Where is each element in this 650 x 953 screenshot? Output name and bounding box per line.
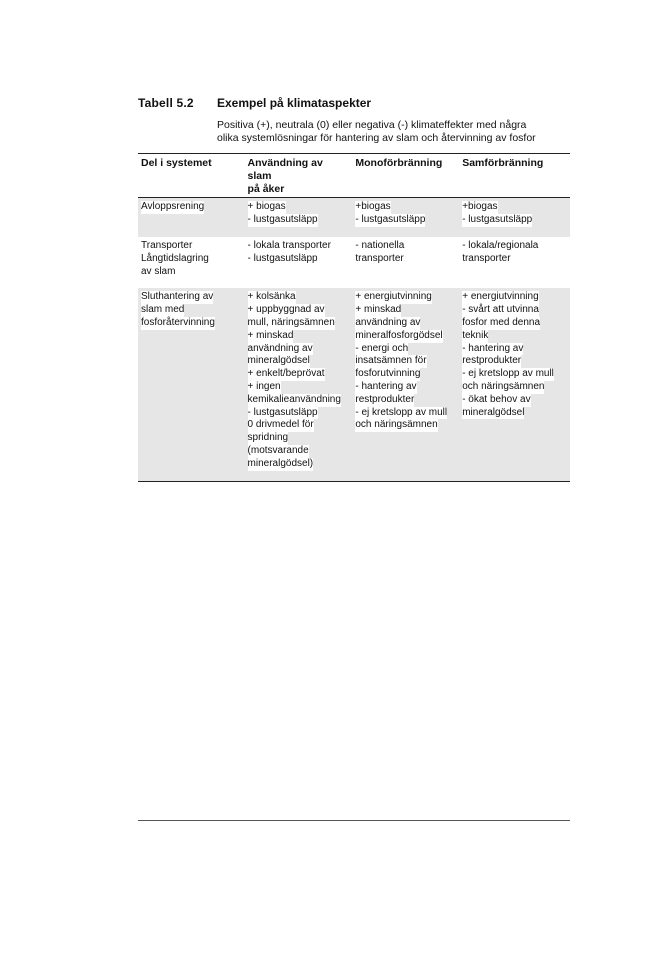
cell-text: restprodukter bbox=[462, 355, 522, 367]
cell-spacer bbox=[141, 214, 242, 222]
table-cell bbox=[459, 288, 570, 481]
cell-text: - lokala transporter bbox=[247, 239, 331, 251]
cell-text: Transporter bbox=[141, 239, 193, 251]
header-text: Samförbränning bbox=[462, 157, 544, 169]
cell-text: mineralfosforgödsel bbox=[355, 329, 443, 341]
cell-text: mull, näringsämnen bbox=[247, 316, 335, 328]
cell-text: fosforutvinning bbox=[355, 368, 421, 380]
cell-text: teknik bbox=[462, 329, 489, 341]
cell-text: - lustgasutsläpp bbox=[247, 406, 318, 418]
header-text: Del i systemet bbox=[141, 157, 212, 169]
cell-text: +biogas bbox=[462, 201, 498, 213]
cell-text: + energiutvinning bbox=[462, 291, 539, 303]
cell-text: fosforåtervinning bbox=[141, 316, 215, 328]
table-cell bbox=[459, 198, 570, 237]
table-cell bbox=[138, 237, 245, 288]
cell-text: av slam bbox=[141, 265, 176, 277]
cell-text: Långtidslagring bbox=[141, 252, 209, 264]
cell-text: 0 drivmedel för bbox=[247, 419, 314, 431]
header-mono-incineration bbox=[352, 154, 459, 198]
table-cell bbox=[245, 198, 353, 237]
header-text bbox=[248, 157, 350, 195]
table-cell bbox=[352, 198, 459, 237]
cell-text: kemikalieanvändning bbox=[247, 393, 341, 405]
table-cell bbox=[138, 288, 245, 481]
cell-spacer bbox=[141, 278, 242, 286]
table-cell bbox=[245, 237, 353, 288]
cell-text: + ingen bbox=[247, 380, 281, 392]
cell-text: insatsämnen för bbox=[355, 355, 427, 367]
cell-text: användning av bbox=[247, 342, 313, 354]
cell-text: - lokala/regionala bbox=[462, 239, 539, 251]
cell-text: - svårt att utvinna bbox=[462, 304, 539, 316]
cell-text: - hantering av bbox=[355, 380, 417, 392]
cell-text: mineralgödsel bbox=[247, 355, 310, 367]
cell-text: användning av bbox=[355, 316, 421, 328]
footer-divider bbox=[138, 820, 570, 821]
header-text-line: på åker bbox=[247, 182, 285, 195]
cell-text: spridning bbox=[247, 432, 289, 444]
cell-spacer bbox=[462, 419, 567, 427]
cell-text: transporter bbox=[355, 252, 404, 264]
cell-text: + minskad bbox=[355, 304, 402, 316]
subtitle-line: Positiva (+), neutrala (0) eller negativa (-) klimateffekter med några bbox=[217, 119, 527, 131]
cell-text: restprodukter bbox=[355, 393, 415, 405]
table-cell bbox=[459, 237, 570, 288]
climate-aspects-table bbox=[138, 153, 570, 482]
table-cell bbox=[352, 237, 459, 288]
header-co-incineration bbox=[459, 154, 570, 198]
table-row bbox=[138, 198, 570, 237]
table-cell bbox=[352, 288, 459, 481]
cell-spacer bbox=[248, 227, 350, 235]
table-header-row bbox=[138, 154, 570, 198]
cell-text: (motsvarande bbox=[247, 444, 309, 456]
cell-spacer bbox=[248, 471, 350, 479]
cell-spacer bbox=[141, 330, 242, 338]
header-text: Monoförbränning bbox=[355, 157, 443, 169]
cell-text: + biogas bbox=[247, 201, 286, 213]
cell-text: - nationella bbox=[355, 239, 405, 251]
cell-text: +biogas bbox=[355, 201, 391, 213]
cell-text: slam med bbox=[141, 304, 185, 316]
cell-text: - energi och bbox=[355, 342, 409, 354]
table-row bbox=[138, 237, 570, 288]
cell-text: + kolsänka bbox=[247, 291, 296, 303]
cell-text: mineralgödsel bbox=[462, 406, 525, 418]
cell-spacer bbox=[355, 432, 456, 440]
cell-text: + uppbyggnad av bbox=[247, 304, 325, 316]
cell-text: transporter bbox=[462, 252, 511, 264]
cell-text: - lustgasutsläpp bbox=[462, 214, 533, 226]
cell-spacer bbox=[355, 266, 456, 274]
cell-text: Avloppsrening bbox=[141, 201, 205, 213]
cell-spacer bbox=[462, 266, 567, 274]
subtitle-line: olika systemlösningar för hantering av slam och återvinning av fosfor bbox=[217, 132, 536, 144]
cell-text: + enkelt/beprövat bbox=[247, 368, 325, 380]
cell-text: - lustgasutsläpp bbox=[247, 252, 318, 264]
cell-text: + energiutvinning bbox=[355, 291, 432, 303]
cell-text: + minskad bbox=[247, 329, 294, 341]
cell-text: mineralgödsel) bbox=[247, 457, 314, 469]
cell-text: och näringsämnen bbox=[355, 419, 438, 431]
header-system-part bbox=[138, 154, 245, 198]
cell-text: och näringsämnen bbox=[462, 380, 545, 392]
cell-text: fosfor med denna bbox=[462, 316, 541, 328]
cell-text: - hantering av bbox=[462, 342, 524, 354]
cell-text: - ej kretslopp av mull bbox=[462, 368, 554, 380]
cell-spacer bbox=[248, 266, 350, 274]
cell-spacer bbox=[355, 227, 456, 235]
cell-text: - ökat behov av bbox=[462, 393, 531, 405]
header-field-use bbox=[245, 154, 353, 198]
cell-text: - ej kretslopp av mull bbox=[355, 406, 448, 418]
table-subtitle bbox=[217, 119, 573, 145]
cell-text: Sluthantering av bbox=[141, 291, 214, 303]
cell-spacer bbox=[462, 227, 567, 235]
table-number: Tabell 5.2 bbox=[138, 96, 194, 110]
cell-text: - lustgasutsläpp bbox=[247, 214, 318, 226]
table-title: Exempel på klimataspekter bbox=[217, 96, 372, 110]
table-cell bbox=[138, 198, 245, 237]
header-text-line: Användning av slam bbox=[247, 157, 323, 182]
table-row bbox=[138, 288, 570, 481]
table-cell bbox=[245, 288, 353, 481]
cell-text: - lustgasutsläpp bbox=[355, 214, 426, 226]
